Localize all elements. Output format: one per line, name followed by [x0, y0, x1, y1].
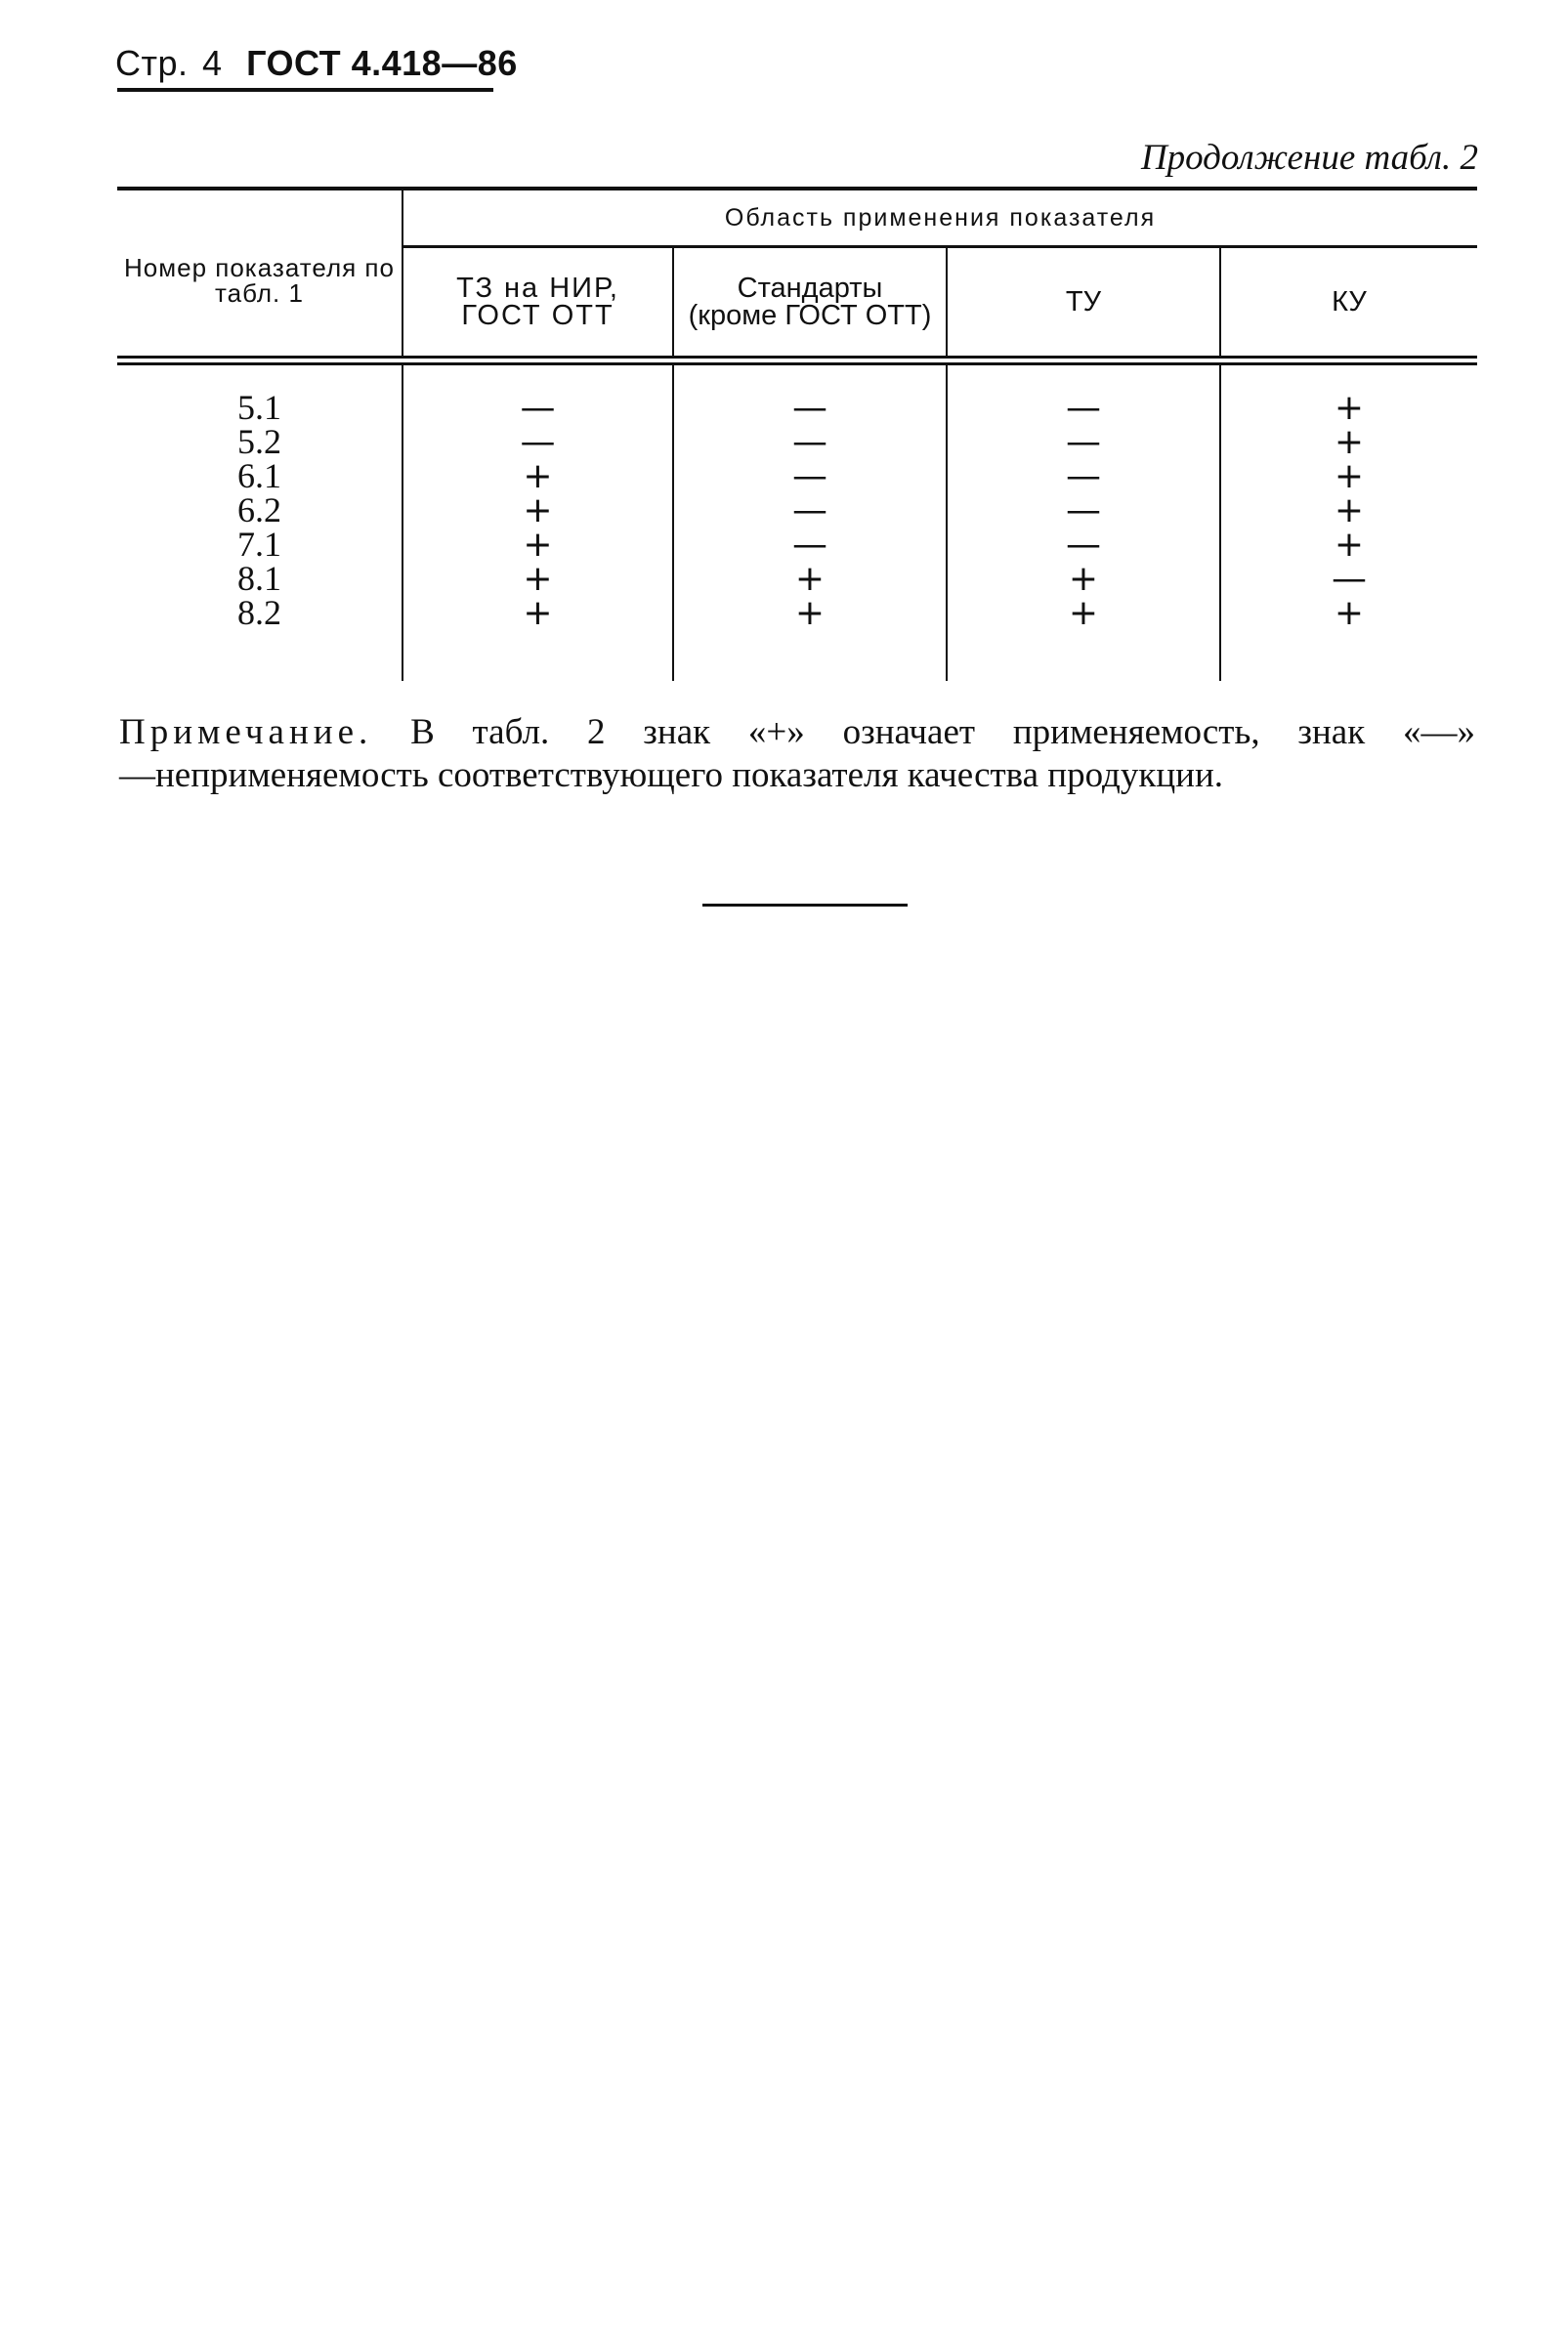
- table-note: [119, 711, 1475, 797]
- column-header-line: ГОСТ ОТТ: [461, 300, 614, 331]
- mark-cell: —: [673, 493, 947, 528]
- metric-number-cell: 6.2: [237, 490, 281, 529]
- table-continuation-label: Продолжение табл. 2: [1140, 138, 1478, 178]
- mark-cell: +: [673, 562, 947, 596]
- column-header-line: ТЗ на НИР,: [456, 273, 619, 304]
- column-header-tu: [947, 247, 1220, 357]
- metric-number-cell: 5.1: [237, 388, 281, 427]
- metric-number-cell: 7.1: [237, 525, 281, 564]
- page-label: Стр.: [115, 43, 189, 83]
- mark-cell: +: [947, 562, 1220, 596]
- metric-number-header: Номер показателя по табл. 1: [117, 189, 403, 356]
- applicability-table: [117, 187, 1477, 681]
- mark-cell: —: [403, 425, 673, 459]
- table-body: [117, 356, 1477, 681]
- mark-cell: —: [673, 528, 947, 562]
- application-area-header: Область применения показателя: [403, 189, 1477, 247]
- mark-cell: +: [403, 562, 673, 596]
- mark-cell: +: [403, 596, 673, 630]
- mark-cell: +: [673, 596, 947, 630]
- header-double-rule: [117, 356, 1477, 365]
- column-header-standards: [673, 247, 947, 357]
- table-row: [117, 562, 1477, 596]
- end-of-section-rule: [702, 904, 908, 907]
- table-row: [117, 391, 1477, 425]
- mark-cell: +: [1220, 493, 1477, 528]
- mark-cell: —: [403, 391, 673, 425]
- mark-cell: —: [947, 528, 1220, 562]
- mark-cell: —: [1220, 562, 1477, 596]
- page-header: [115, 43, 518, 84]
- mark-cell: +: [1220, 528, 1477, 562]
- mark-cell: +: [403, 528, 673, 562]
- header-underline: [117, 88, 493, 92]
- metric-number-cell: 8.1: [237, 559, 281, 598]
- mark-cell: +: [1220, 596, 1477, 630]
- mark-cell: +: [1220, 391, 1477, 425]
- table-row: [117, 493, 1477, 528]
- mark-cell: +: [1220, 425, 1477, 459]
- note-text-1: В табл. 2 знак «+» означает применяемость, знак «—»: [410, 712, 1475, 752]
- column-header-line: Стандарты: [737, 273, 883, 304]
- standard-number: ГОСТ 4.418—86: [246, 43, 518, 83]
- mark-cell: +: [1220, 459, 1477, 493]
- mark-cell: —: [673, 459, 947, 493]
- mark-cell: —: [673, 391, 947, 425]
- mark-cell: —: [673, 425, 947, 459]
- mark-cell: +: [403, 493, 673, 528]
- mark-cell: —: [947, 493, 1220, 528]
- column-header-line: (кроме ГОСТ ОТТ): [688, 300, 932, 331]
- table-row: [117, 528, 1477, 562]
- mark-cell: +: [403, 459, 673, 493]
- column-header-line: КУ: [1332, 286, 1367, 317]
- note-label: Примечание.: [119, 712, 373, 752]
- column-header-ku: [1220, 247, 1477, 357]
- table-grid: [117, 187, 1477, 681]
- table-row: [117, 459, 1477, 493]
- mark-cell: +: [947, 596, 1220, 630]
- mark-cell: —: [947, 425, 1220, 459]
- table-row: [117, 596, 1477, 630]
- note-text-2: —неприменяемость соответствующего показателя качества продукции.: [119, 755, 1223, 795]
- metric-number-cell: 8.2: [237, 593, 281, 632]
- metric-number-cell: 5.2: [237, 422, 281, 461]
- mark-cell: —: [947, 391, 1220, 425]
- table-head: [117, 189, 1477, 356]
- mark-cell: —: [947, 459, 1220, 493]
- column-header-line: ТУ: [1065, 286, 1102, 317]
- metric-number-cell: 6.1: [237, 456, 281, 495]
- note-line-1: [119, 711, 1475, 754]
- table-row: [117, 425, 1477, 459]
- column-header-tz: [403, 247, 673, 357]
- page-number: 4: [202, 43, 223, 83]
